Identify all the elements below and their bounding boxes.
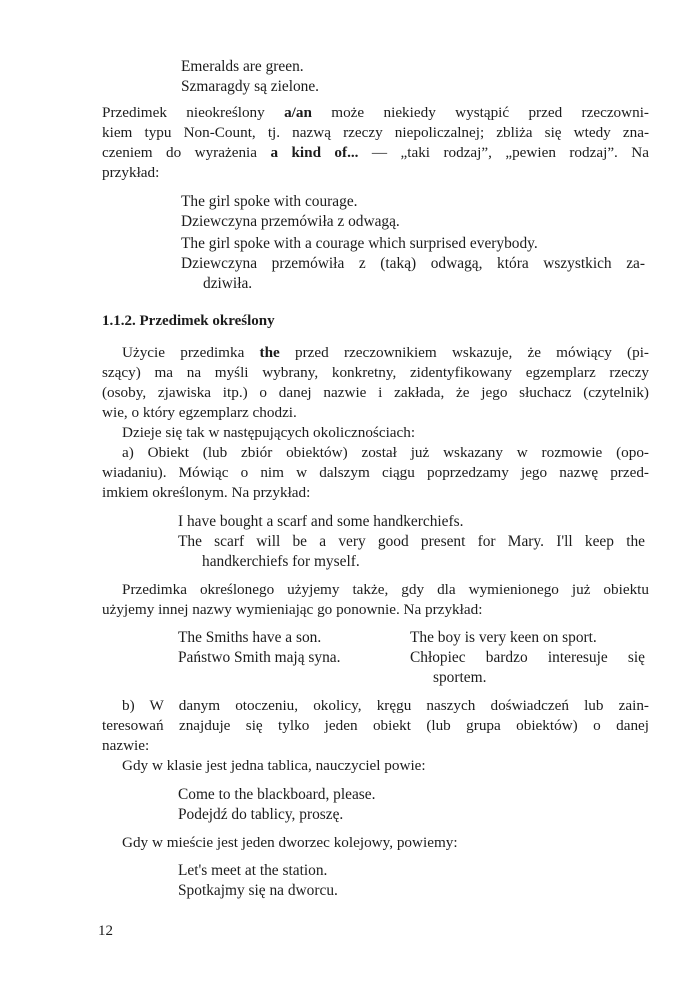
example-english: The girl spoke with a courage which surprised everybody. xyxy=(181,235,538,252)
bold-term: a/an xyxy=(284,104,312,121)
example-polish: Szmaragdy są zielone. xyxy=(181,78,320,95)
text-run: Przedimek nieokreślony xyxy=(102,104,285,121)
example-polish: Podejdź do tablicy, proszę. xyxy=(178,806,344,823)
text-run: — „taki rodzaj”, „pewien rodzaj”. Na xyxy=(358,144,649,161)
example-english: The Smiths have a son. xyxy=(178,629,322,646)
paragraph-line: imkiem określonym. Na przykład: xyxy=(102,484,311,501)
paragraph-line: kiem typu Non-Count, tj. nazwą rzeczy niepoliczalnej; zbliża się wtedy zna- xyxy=(102,124,649,141)
paragraph-line: b) W danym otoczeniu, okolicy, kręgu naszych doświadczeń lub zain- xyxy=(122,697,649,714)
example-polish-continuation: sportem. xyxy=(433,669,487,686)
paragraph-line: Gdy w klasie jest jedna tablica, nauczyciel powie: xyxy=(122,757,426,774)
paragraph-line: szący) ma na myśli wybrany, konkretny, zidentyfikowany egzemplarz rzeczy xyxy=(102,364,649,381)
section-title: Przedimek określony xyxy=(139,313,275,329)
example-polish: Dziewczyna przemówiła z (taką) odwagą, która wszystkich za- xyxy=(181,255,645,272)
example-polish: Spotkajmy się na dworcu. xyxy=(178,882,338,899)
example-english: Emeralds are green. xyxy=(181,58,304,75)
paragraph-line: teresowań znajduje się tylko jeden obiekt (lub grupa obiektów) o danej xyxy=(102,717,649,734)
example-english: The scarf will be a very good present for Mary. I'll keep the xyxy=(178,533,645,550)
paragraph-line: nazwie: xyxy=(102,737,150,754)
paragraph-line: Gdy w mieście jest jeden dworzec kolejowy, powiemy: xyxy=(122,834,458,851)
paragraph-line xyxy=(122,343,649,363)
example-polish: Chłopiec bardzo interesuje się xyxy=(410,649,645,666)
paragraph-line: wie, o który egzemplarz chodzi. xyxy=(102,404,297,421)
paragraph-line: przykład: xyxy=(102,164,160,181)
page-number: 12 xyxy=(98,923,113,939)
section-number: 1.1.2. xyxy=(102,313,136,329)
example-english: I have bought a scarf and some handkerchiefs. xyxy=(178,513,464,530)
section-heading xyxy=(102,312,275,332)
paragraph-line xyxy=(102,103,649,123)
paragraph-line: (osoby, zjawiska itp.) o danej nazwie i zakłada, że jego słuchacz (czytelnik) xyxy=(102,384,649,401)
text-run: przed rzeczownikiem wskazuje, że mówiący (pi- xyxy=(279,344,649,361)
bold-term: the xyxy=(259,344,280,361)
example-polish: Dziewczyna przemówiła z odwagą. xyxy=(181,213,400,230)
paragraph-line xyxy=(102,143,649,163)
paragraph-line: użyjemy innej nazwy wymieniając go ponownie. Na przykład: xyxy=(102,601,483,618)
bold-term: a kind of... xyxy=(270,144,359,161)
text-run: czeniem do wyrażenia xyxy=(102,144,271,161)
paragraph-line: Dzieje się tak w następujących okolicznościach: xyxy=(122,424,416,441)
text-run: może niekiedy wystąpić przed rzeczowni- xyxy=(311,104,649,121)
example-polish-continuation: dziwiła. xyxy=(203,275,253,292)
example-english: Let's meet at the station. xyxy=(178,862,328,879)
example-polish: Państwo Smith mają syna. xyxy=(178,649,341,666)
example-english: The girl spoke with courage. xyxy=(181,193,358,210)
text-run: Użycie przedimka xyxy=(122,344,260,361)
example-english: Come to the blackboard, please. xyxy=(178,786,376,803)
example-english: The boy is very keen on sport. xyxy=(410,629,597,646)
paragraph-line: Przedimka określonego użyjemy także, gdy dla wymienionego już obiektu xyxy=(122,581,649,598)
paragraph-line: wiadaniu). Mówiąc o nim w dalszym ciągu poprzedzamy jego nazwę przed- xyxy=(102,464,649,481)
example-english-continuation: handkerchiefs for myself. xyxy=(202,553,360,570)
paragraph-line: a) Obiekt (lub zbiór obiektów) został już wskazany w rozmowie (opo- xyxy=(122,444,649,461)
